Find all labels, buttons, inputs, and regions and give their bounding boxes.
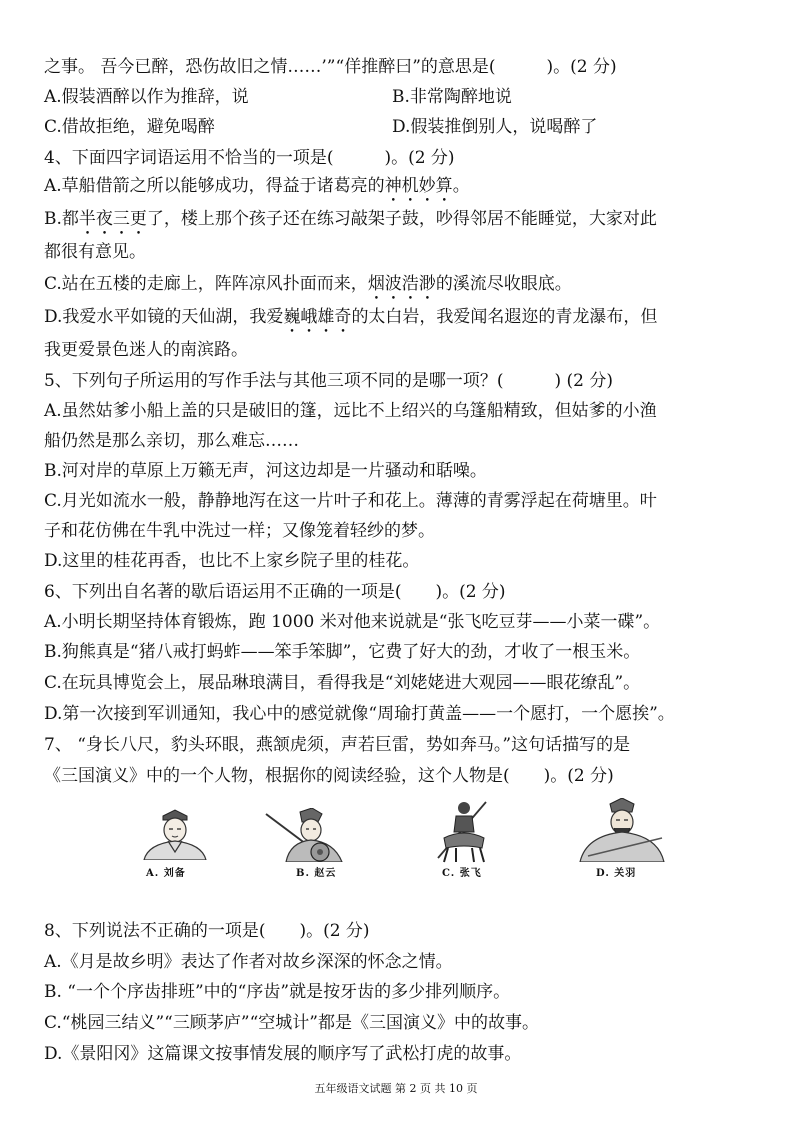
q4-c-text: C.站在五楼的走廊上，阵阵凉风扑面而来， (44, 274, 368, 294)
q4-option-d-line1 (44, 307, 752, 337)
q3-stem-cont: 之事。 吾今已醉，恐伤故旧之情……’”“佯推醉曰”的意思是( )。(2 分) (44, 57, 617, 77)
q6-option-d: D.第一次接到军训通知，我心中的感觉就像“周瑜打黄盖——一个愿打，一个愿挨”。 (44, 704, 675, 724)
q4-c-idiom: 烟波浩渺 (367, 274, 436, 294)
q3-option-b: B.非常陶醉地说 (392, 87, 512, 107)
q4-d-idiom: 巍峨雄奇 (283, 307, 352, 327)
guan-yu-illustration (566, 798, 676, 862)
q7-stem-line1: 7、 “身长八尺，豹头环眼，燕颔虎须，声若巨雷，势如奔马。”这句话描写的是 (44, 735, 631, 755)
q8-option-c: C.“桃园三结义”“三顾茅庐”“空城计”都是《三国演义》中的故事。 (44, 1013, 539, 1033)
caption-b: B. 赵云 (296, 868, 337, 879)
liu-bei-illustration (130, 808, 220, 860)
q4-a-end: 。 (452, 176, 470, 196)
caption-c: C. 张飞 (442, 868, 482, 879)
q4-d-text: D.我爱水平如镜的天仙湖，我爱 (44, 307, 284, 327)
q4-option-a (44, 176, 752, 206)
q5-option-a-line1: A.虽然姑爹小船上盖的只是破旧的篷，远比不上绍兴的乌篷船精致，但姑爹的小渔 (44, 401, 657, 421)
q4-b-text: B.都 (44, 209, 79, 229)
q4-option-b-line2: 都很有意见。 (44, 242, 146, 262)
q5-option-c-line1: C.月光如流水一般，静静地泻在这一片叶子和花上。薄薄的青雾浮起在荷塘里。叶 (44, 491, 657, 511)
q5-option-c-line2: 子和花仿佛在牛乳中洗过一样；又像笼着轻纱的梦。 (44, 521, 435, 541)
q3-option-c: C.借故拒绝，避免喝醉 (44, 117, 215, 137)
page-footer: 五年级语文试题 第 2 页 共 10 页 (314, 1082, 478, 1095)
caption-a: A. 刘备 (146, 868, 186, 879)
q8-option-a: A.《月是故乡明》表达了作者对故乡深深的怀念之情。 (44, 952, 453, 972)
q5-option-d: D.这里的桂花再香，也比不上家乡院子里的桂花。 (44, 551, 420, 571)
q6-option-a: A.小明长期坚持体育锻炼，跑 1000 米对他来说就是“张飞吃豆芽——小菜一碟”。 (44, 612, 661, 632)
q6-option-c: C.在玩具博览会上，展品琳琅满目，看得我是“刘姥姥进大观园——眼花缭乱”。 (44, 673, 641, 693)
q4-d-rest: 的太白岩，我爱闻名遐迩的青龙瀑布，但 (351, 307, 658, 327)
q4-a-idiom: 神机妙算 (384, 176, 453, 196)
q3-option-a: A.假装酒醉以作为推辞，说 (44, 87, 249, 107)
q5-option-a-line2: 船仍然是那么亲切，那么难忘…… (44, 431, 299, 451)
q4-stem: 4、下面四字词语运用不恰当的一项是( )。(2 分) (44, 148, 455, 168)
q5-stem: 5、下列句子所运用的写作手法与其他三项不同的是哪一项？( ) (2 分) (44, 371, 613, 391)
q4-b-rest: 了，楼上那个孩子还在练习敲架子鼓，吵得邻居不能睡觉，大家对此 (146, 209, 657, 229)
q4-b-idiom: 半夜三更 (78, 209, 147, 229)
q4-a-text: A.草船借箭之所以能够成功，得益于诸葛亮的 (44, 176, 385, 196)
zhang-fei-illustration (430, 798, 500, 864)
q3-option-d: D.假装推倒别人，说喝醉了 (392, 117, 598, 137)
q7-stem-line2: 《三国演义》中的一个人物，根据你的阅读经验，这个人物是( )。(2 分) (44, 766, 614, 786)
caption-d: D. 关羽 (596, 868, 637, 879)
q8-option-d: D.《景阳冈》这篇课文按事情发展的顺序写了武松打虎的故事。 (44, 1044, 522, 1064)
q4-option-c (44, 274, 752, 304)
q8-option-b: B. “一个个序齿排班”中的“序齿”就是按牙齿的多少排列顺序。 (44, 982, 511, 1002)
q4-option-b-line1 (44, 209, 752, 239)
zhao-yun-illustration (262, 808, 362, 862)
q6-stem: 6、下列出自名著的歇后语运用不正确的一项是( )。(2 分) (44, 582, 506, 602)
q4-c-rest: 的溪流尽收眼底。 (435, 274, 572, 294)
q4-option-d-line2: 我更爱景色迷人的南滨路。 (44, 340, 248, 360)
q5-option-b: B.河对岸的草原上万籁无声，河这边却是一片骚动和聒噪。 (44, 461, 487, 481)
q8-stem: 8、下列说法不正确的一项是( )。(2 分) (44, 921, 370, 941)
q6-option-b: B.狗熊真是“猪八戒打蚂蚱——笨手笨脚”，它费了好大的劲，才收了一根玉米。 (44, 642, 641, 662)
